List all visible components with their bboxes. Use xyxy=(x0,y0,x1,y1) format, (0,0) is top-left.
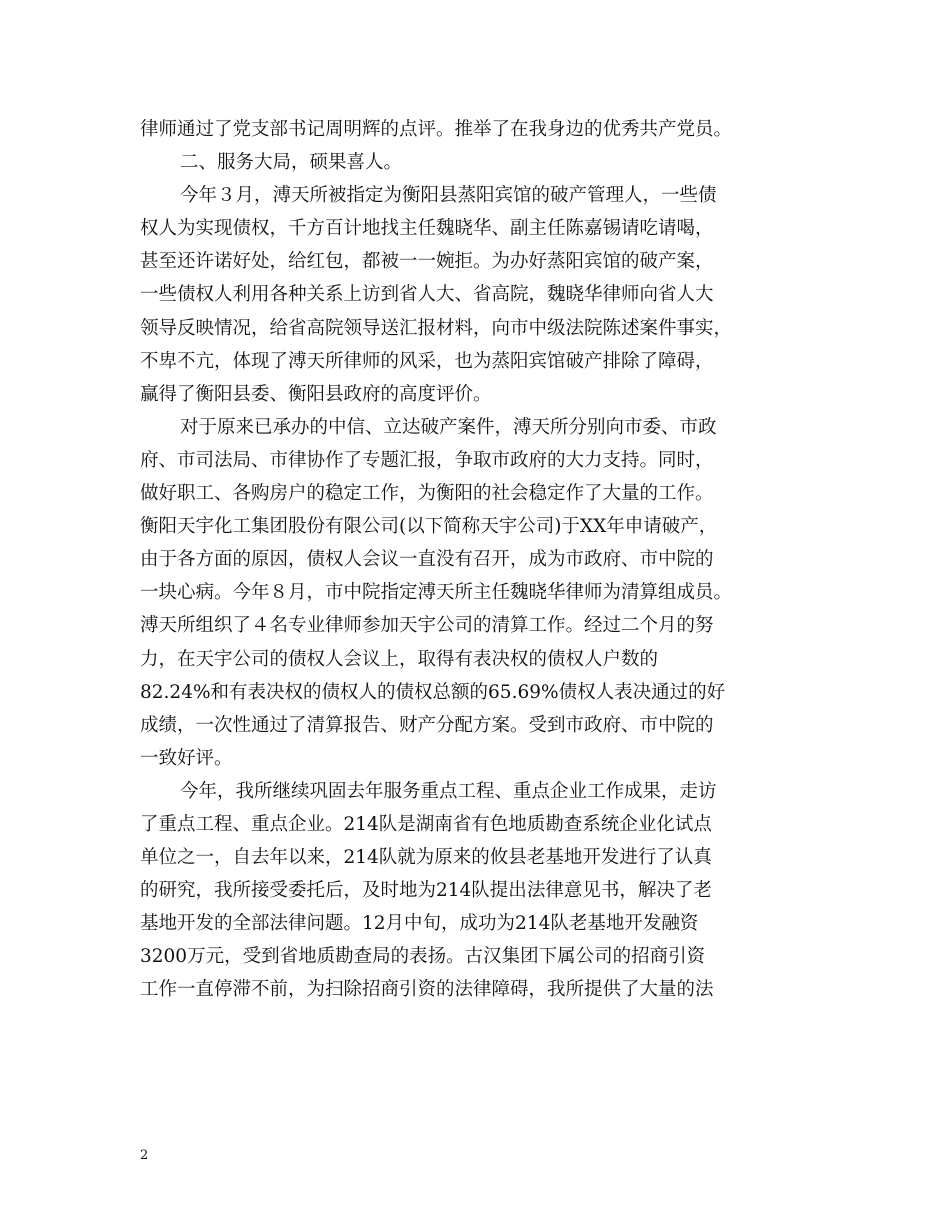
text-line: 二、服务大局，硕果喜人。 xyxy=(180,152,403,174)
text-line: 做好职工、各购房户的稳定工作，为衡阳的社会稳定作了大量的工作。 xyxy=(140,483,714,505)
text-line: 3200万元，受到省地质勘查局的表扬。古汉集团下属公司的招商引资 xyxy=(140,946,706,968)
text-line: 的研究，我所接受委托后，及时地为214队提出法律意见书，解决了老 xyxy=(140,880,712,902)
text-line: 基地开发的全部法律问题。12月中旬，成功为214队老基地开发融资 xyxy=(140,913,699,935)
text-line: 82.24%和有表决权的债权人的债权总额的65.69%债权人表决通过的好 xyxy=(140,681,726,703)
text-line: 对于原来已承办的中信、立达破产案件，溥天所分别向市委、市政 xyxy=(180,416,717,438)
text-line: 衡阳天宇化工集团股份有限公司(以下简称天宇公司)于XX年申请破产， xyxy=(140,516,718,538)
body-text xyxy=(140,113,820,1007)
page-number: 2 xyxy=(140,1148,149,1163)
text-line: 府、市司法局、市律协作了专题汇报，争取市政府的大力支持。同时， xyxy=(140,449,714,471)
text-line: 了重点工程、重点企业。214队是湖南省有色地质勘查系统企业化试点 xyxy=(140,813,712,835)
text-line: 单位之一，自去年以来，214队就为原来的攸县老基地开发进行了认真 xyxy=(140,847,712,869)
text-line: 赢得了衡阳县委、衡阳县政府的高度评价。 xyxy=(140,383,492,405)
text-line: 一些债权人利用各种关系上访到省人大、省高院，魏晓华律师向省人大 xyxy=(140,284,714,306)
text-line: 权人为实现债权，千方百计地找主任魏晓华、副主任陈嘉锡请吃请喝， xyxy=(140,218,714,240)
text-line: 成绩，一次性通过了清算报告、财产分配方案。受到市政府、市中院的 xyxy=(140,714,714,736)
text-line: 力，在天宇公司的债权人会议上，取得有表决权的债权人户数的 xyxy=(140,648,659,670)
text-line: 工作一直停滞不前，为扫除招商引资的法律障碍，我所提供了大量的法 xyxy=(140,979,714,1001)
text-line: 不卑不亢，体现了溥天所律师的风采，也为蒸阳宾馆破产排除了障碍， xyxy=(140,350,714,372)
text-line: 一块心病。今年８月，市中院指定溥天所主任魏晓华律师为清算组成员。 xyxy=(140,582,733,604)
text-line: 由于各方面的原因，债权人会议一直没有召开，成为市政府、市中院的 xyxy=(140,549,714,571)
text-line: 律师通过了党支部书记周明辉的点评。推举了在我身边的优秀共产党员。 xyxy=(140,119,733,140)
text-line: 溥天所组织了４名专业律师参加天宇公司的清算工作。经过二个月的努 xyxy=(140,615,714,637)
text-line: 今年３月，溥天所被指定为衡阳县蒸阳宾馆的破产管理人，一些债 xyxy=(180,185,717,207)
text-line: 今年，我所继续巩固去年服务重点工程、重点企业工作成果，走访 xyxy=(180,780,717,802)
text-line: 领导反映情况，给省高院领导送汇报材料，向市中级法院陈述案件事实， xyxy=(140,317,733,339)
text-line: 一致好评。 xyxy=(140,747,233,769)
text-line: 甚至还许诺好处，给红包，都被一一婉拒。为办好蒸阳宾馆的破产案， xyxy=(140,251,714,273)
